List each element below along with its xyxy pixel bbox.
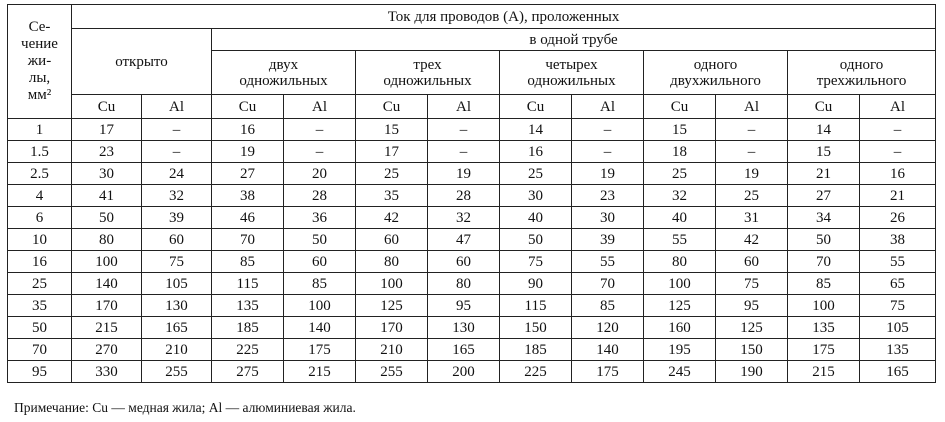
current-cell: 60 <box>142 229 212 251</box>
current-cell: 70 <box>572 273 644 295</box>
current-cell: 185 <box>500 339 572 361</box>
current-cell: 90 <box>500 273 572 295</box>
current-cell: 130 <box>142 295 212 317</box>
current-cell: 23 <box>72 141 142 163</box>
cross-section-cell: 70 <box>8 339 72 361</box>
current-cell: 85 <box>788 273 860 295</box>
current-cell: 39 <box>142 207 212 229</box>
current-cell: 42 <box>716 229 788 251</box>
current-cell: 255 <box>356 361 428 383</box>
current-cell: 16 <box>500 141 572 163</box>
in-pipe-header: в одной трубе <box>212 29 936 51</box>
current-table <box>7 4 936 383</box>
current-cell: 75 <box>716 273 788 295</box>
current-cell: 200 <box>428 361 500 383</box>
current-cell: 165 <box>142 317 212 339</box>
current-cell: 47 <box>428 229 500 251</box>
current-cell: 18 <box>644 141 716 163</box>
current-cell: 40 <box>644 207 716 229</box>
current-cell: 75 <box>142 251 212 273</box>
cross-section-cell: 16 <box>8 251 72 273</box>
cross-section-cell: 10 <box>8 229 72 251</box>
cross-section-cell: 1.5 <box>8 141 72 163</box>
group-header-line1: двух <box>268 56 299 73</box>
current-cell: 25 <box>644 163 716 185</box>
current-cell: 95 <box>428 295 500 317</box>
current-cell: 100 <box>356 273 428 295</box>
current-cell: 27 <box>788 185 860 207</box>
table-row <box>8 185 936 207</box>
al-header: Al <box>142 95 212 119</box>
current-cell: 24 <box>142 163 212 185</box>
current-cell: 95 <box>716 295 788 317</box>
cross-section-cell: 6 <box>8 207 72 229</box>
cross-section-cell: 95 <box>8 361 72 383</box>
current-cell: 215 <box>788 361 860 383</box>
current-cell: 175 <box>788 339 860 361</box>
current-cell: 135 <box>212 295 284 317</box>
current-cell: 150 <box>716 339 788 361</box>
current-cell: – <box>860 141 936 163</box>
current-cell: 21 <box>860 185 936 207</box>
current-cell: 27 <box>212 163 284 185</box>
current-cell: 25 <box>356 163 428 185</box>
current-cell: 255 <box>142 361 212 383</box>
current-cell: 28 <box>428 185 500 207</box>
current-cell: 19 <box>716 163 788 185</box>
main-title: Ток для проводов (А), проложенных <box>72 5 936 29</box>
table-row <box>8 317 936 339</box>
table-row <box>8 119 936 141</box>
current-cell: 125 <box>644 295 716 317</box>
al-header: Al <box>284 95 356 119</box>
current-cell: 70 <box>788 251 860 273</box>
table-row <box>8 361 936 383</box>
cu-header: Cu <box>356 95 428 119</box>
cross-section-cell: 2.5 <box>8 163 72 185</box>
group-header-line2: одножильных <box>239 72 328 89</box>
current-cell: 80 <box>644 251 716 273</box>
current-cell: 25 <box>716 185 788 207</box>
current-cell: 50 <box>284 229 356 251</box>
current-cell: – <box>284 141 356 163</box>
current-cell: 60 <box>356 229 428 251</box>
current-cell: 19 <box>428 163 500 185</box>
current-cell: 215 <box>284 361 356 383</box>
current-cell: 17 <box>72 119 142 141</box>
table-row <box>8 229 936 251</box>
table-body <box>8 119 936 383</box>
current-cell: – <box>142 141 212 163</box>
current-cell: 55 <box>644 229 716 251</box>
group-header <box>788 51 936 95</box>
current-cell: 30 <box>572 207 644 229</box>
table-row <box>8 163 936 185</box>
current-cell: 165 <box>860 361 936 383</box>
table-row <box>8 273 936 295</box>
current-cell: 130 <box>428 317 500 339</box>
cross-section-cell: 50 <box>8 317 72 339</box>
current-cell: 65 <box>860 273 936 295</box>
current-cell: 19 <box>212 141 284 163</box>
current-cell: 175 <box>572 361 644 383</box>
current-cell: 38 <box>212 185 284 207</box>
table-row <box>8 295 936 317</box>
table-row <box>8 207 936 229</box>
current-cell: 75 <box>500 251 572 273</box>
current-cell: – <box>428 141 500 163</box>
group-header <box>500 51 644 95</box>
section-header-line1: Се- <box>28 19 51 35</box>
table-row <box>8 141 936 163</box>
current-cell: 32 <box>142 185 212 207</box>
current-cell: 140 <box>72 273 142 295</box>
current-cell: 100 <box>284 295 356 317</box>
current-cell: – <box>716 141 788 163</box>
current-cell: – <box>142 119 212 141</box>
group-header-line2: двухжильного <box>670 72 761 89</box>
current-cell: 85 <box>284 273 356 295</box>
group-header-line2: одножильных <box>383 72 472 89</box>
current-cell: 32 <box>644 185 716 207</box>
current-cell: – <box>860 119 936 141</box>
current-cell: 39 <box>572 229 644 251</box>
open-header: открыто <box>72 29 212 95</box>
current-cell: 17 <box>356 141 428 163</box>
current-cell: 19 <box>572 163 644 185</box>
cross-section-cell: 1 <box>8 119 72 141</box>
current-cell: 115 <box>500 295 572 317</box>
current-cell: 225 <box>500 361 572 383</box>
section-header-line5: мм² <box>27 87 52 103</box>
current-cell: 175 <box>284 339 356 361</box>
current-cell: 245 <box>644 361 716 383</box>
section-header <box>8 5 72 119</box>
current-cell: 270 <box>72 339 142 361</box>
current-cell: 225 <box>212 339 284 361</box>
current-cell: 190 <box>716 361 788 383</box>
current-cell: 16 <box>212 119 284 141</box>
current-cell: 85 <box>212 251 284 273</box>
al-header: Al <box>860 95 936 119</box>
cu-header: Cu <box>212 95 284 119</box>
current-cell: 185 <box>212 317 284 339</box>
current-cell: 30 <box>500 185 572 207</box>
group-header-line1: одного <box>839 56 884 73</box>
current-cell: 80 <box>72 229 142 251</box>
current-cell: 100 <box>788 295 860 317</box>
current-cell: 60 <box>428 251 500 273</box>
section-header-line4: лы, <box>28 70 51 86</box>
group-header-line2: одножильных <box>527 72 616 89</box>
current-cell: 32 <box>428 207 500 229</box>
current-cell: 41 <box>72 185 142 207</box>
cross-section-cell: 25 <box>8 273 72 295</box>
group-header <box>356 51 500 95</box>
current-cell: – <box>572 141 644 163</box>
current-cell: 50 <box>72 207 142 229</box>
al-header: Al <box>572 95 644 119</box>
current-cell: 55 <box>860 251 936 273</box>
current-cell: 15 <box>788 141 860 163</box>
cross-section-cell: 4 <box>8 185 72 207</box>
section-header-line3: жи- <box>27 53 52 69</box>
group-header-line1: четырех <box>545 56 598 73</box>
al-header: Al <box>716 95 788 119</box>
current-cell: 40 <box>500 207 572 229</box>
cu-header: Cu <box>72 95 142 119</box>
current-cell: 100 <box>72 251 142 273</box>
current-cell: 75 <box>860 295 936 317</box>
current-cell: 105 <box>142 273 212 295</box>
current-cell: – <box>716 119 788 141</box>
current-cell: 195 <box>644 339 716 361</box>
group-header <box>644 51 788 95</box>
current-cell: 170 <box>72 295 142 317</box>
cross-section-cell: 35 <box>8 295 72 317</box>
current-cell: 50 <box>500 229 572 251</box>
cu-header: Cu <box>644 95 716 119</box>
current-cell: 170 <box>356 317 428 339</box>
current-cell: 15 <box>644 119 716 141</box>
table-row <box>8 251 936 273</box>
current-cell: 125 <box>716 317 788 339</box>
current-cell: 150 <box>500 317 572 339</box>
current-cell: 275 <box>212 361 284 383</box>
current-cell: 30 <box>72 163 142 185</box>
current-cell: – <box>428 119 500 141</box>
current-cell: 125 <box>356 295 428 317</box>
current-cell: 60 <box>284 251 356 273</box>
cu-header: Cu <box>500 95 572 119</box>
group-header-line2: трехжильного <box>816 72 907 89</box>
current-cell: 105 <box>860 317 936 339</box>
current-cell: 36 <box>284 207 356 229</box>
current-cell: 330 <box>72 361 142 383</box>
current-cell: 16 <box>860 163 936 185</box>
current-cell: – <box>572 119 644 141</box>
current-cell: 165 <box>428 339 500 361</box>
cu-header: Cu <box>788 95 860 119</box>
table-row <box>8 339 936 361</box>
current-cell: 35 <box>356 185 428 207</box>
section-header-line2: чение <box>21 36 58 52</box>
current-cell: 115 <box>212 273 284 295</box>
current-cell: 26 <box>860 207 936 229</box>
current-cell: 120 <box>572 317 644 339</box>
current-cell: 140 <box>572 339 644 361</box>
current-cell: 135 <box>860 339 936 361</box>
current-cell: 55 <box>572 251 644 273</box>
current-cell: 15 <box>356 119 428 141</box>
current-cell: 50 <box>788 229 860 251</box>
current-cell: 31 <box>716 207 788 229</box>
current-cell: 25 <box>500 163 572 185</box>
group-header-line1: трех <box>413 56 442 73</box>
current-cell: 80 <box>356 251 428 273</box>
current-cell: 215 <box>72 317 142 339</box>
current-cell: 38 <box>860 229 936 251</box>
footnote: Примечание: Cu — медная жила; Al — алюминиевая жила. <box>14 400 356 415</box>
current-cell: 20 <box>284 163 356 185</box>
current-cell: 135 <box>788 317 860 339</box>
current-cell: 28 <box>284 185 356 207</box>
current-cell: 210 <box>142 339 212 361</box>
current-cell: 80 <box>428 273 500 295</box>
current-cell: 85 <box>572 295 644 317</box>
current-cell: 70 <box>212 229 284 251</box>
current-cell: 60 <box>716 251 788 273</box>
current-cell: 34 <box>788 207 860 229</box>
current-cell: 23 <box>572 185 644 207</box>
group-header-line1: одного <box>693 56 738 73</box>
current-cell: 210 <box>356 339 428 361</box>
current-cell: 21 <box>788 163 860 185</box>
current-cell: 160 <box>644 317 716 339</box>
current-cell: 100 <box>644 273 716 295</box>
current-cell: 14 <box>500 119 572 141</box>
group-header <box>212 51 356 95</box>
current-cell: 140 <box>284 317 356 339</box>
current-cell: 46 <box>212 207 284 229</box>
current-cell: 42 <box>356 207 428 229</box>
current-cell: 14 <box>788 119 860 141</box>
current-cell: – <box>284 119 356 141</box>
al-header: Al <box>428 95 500 119</box>
